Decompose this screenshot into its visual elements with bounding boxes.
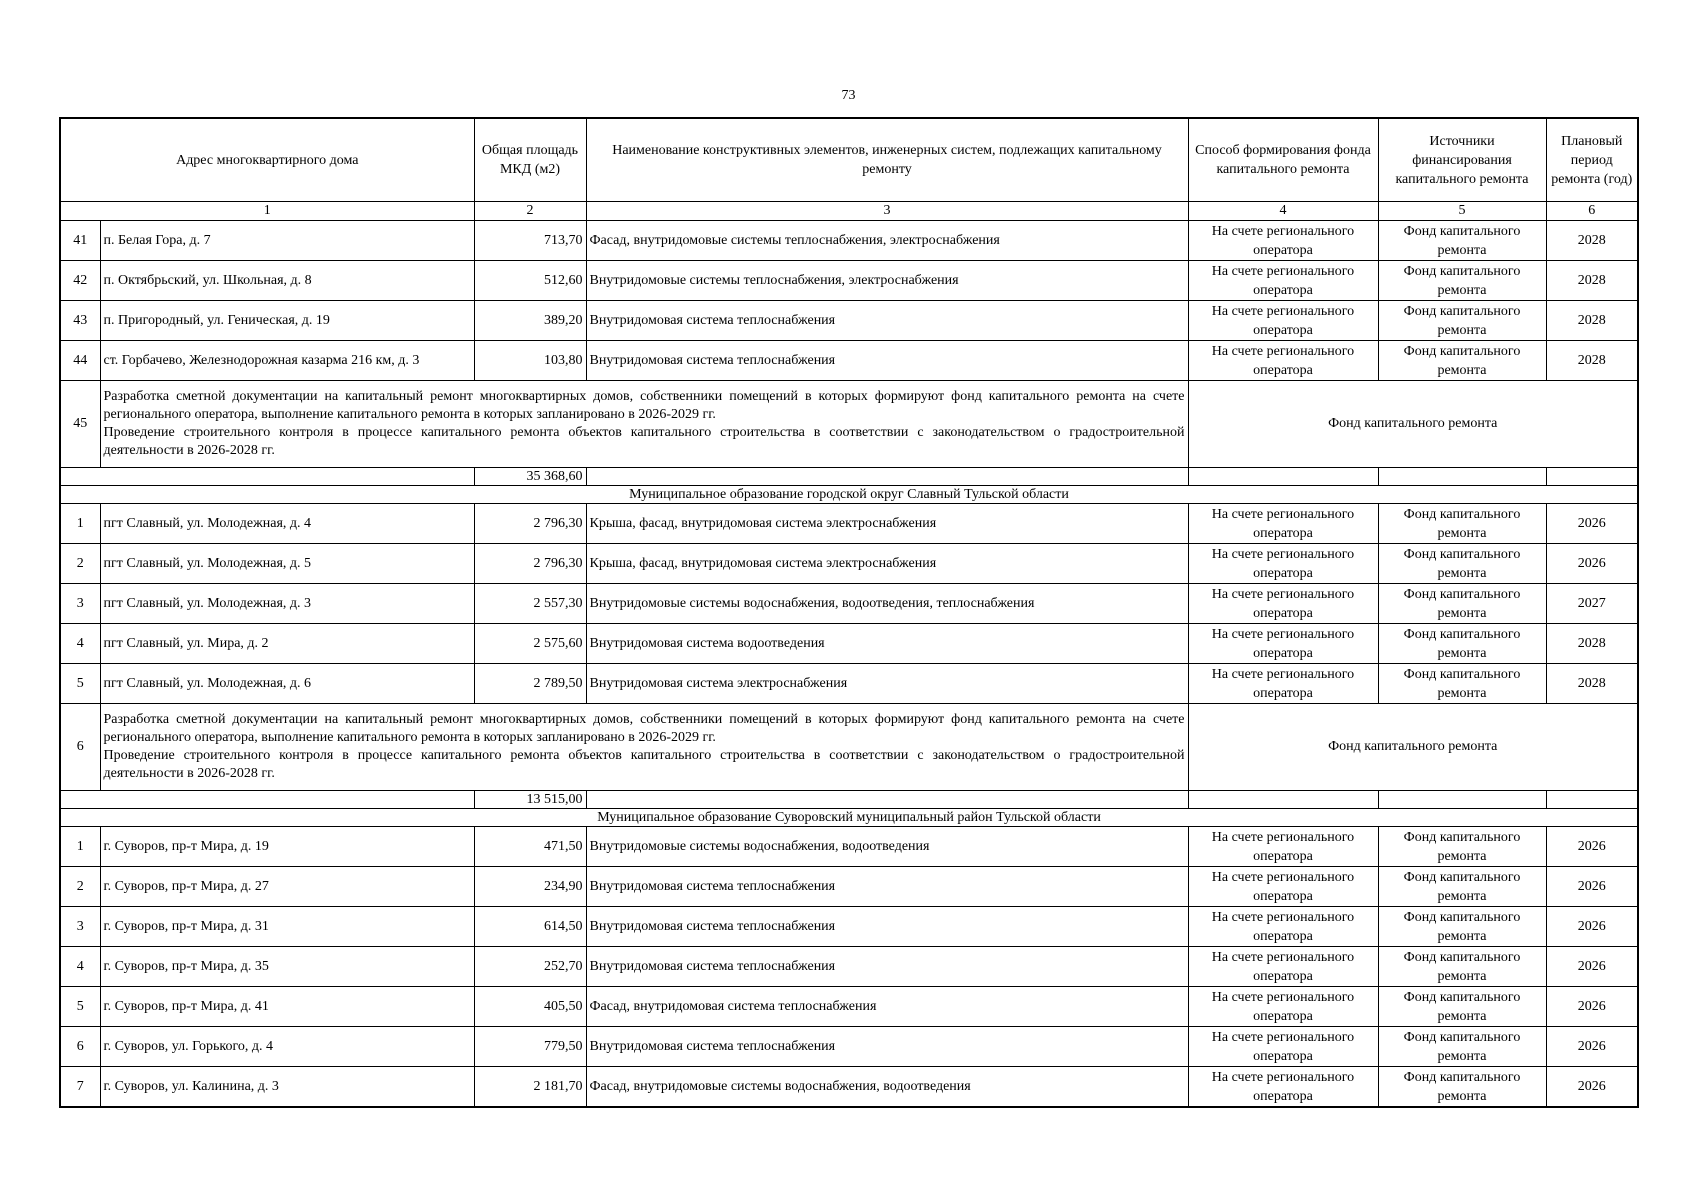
table-body	[60, 221, 1638, 1108]
row-number: 4	[60, 624, 100, 664]
financing-cell: Фонд капитального ремонта	[1378, 261, 1546, 301]
row-number: 4	[60, 947, 100, 987]
address-cell: пгт Славный, ул. Молодежная, д. 6	[100, 664, 474, 704]
row-number: 6	[60, 1027, 100, 1067]
financing-cell: Фонд капитального ремонта	[1378, 947, 1546, 987]
address-cell: п. Октябрьский, ул. Школьная, д. 8	[100, 261, 474, 301]
row-number: 1	[60, 827, 100, 867]
fund-method-cell: На счете регионального оператора	[1188, 584, 1378, 624]
elements-cell: Внутридомовая система водоотведения	[586, 624, 1188, 664]
column-number: 5	[1378, 202, 1546, 221]
empty-cell	[1546, 791, 1638, 809]
financing-cell: Фонд капитального ремонта	[1378, 544, 1546, 584]
period-cell: 2026	[1546, 1027, 1638, 1067]
elements-cell: Внутридомовая система теплоснабжения	[586, 1027, 1188, 1067]
header-elements: Наименование конструктивных элементов, инженерных систем, подлежащих капитальному ремонту	[586, 118, 1188, 202]
column-number: 3	[586, 202, 1188, 221]
table-row	[60, 867, 1638, 907]
column-number: 2	[474, 202, 586, 221]
fund-method-cell: На счете регионального оператора	[1188, 624, 1378, 664]
fund-method-cell: На счете регионального оператора	[1188, 1027, 1378, 1067]
address-cell: пгт Славный, ул. Мира, д. 2	[100, 624, 474, 664]
financing-cell: Фонд капитального ремонта	[1188, 381, 1638, 468]
fund-method-cell: На счете регионального оператора	[1188, 261, 1378, 301]
table-row	[60, 221, 1638, 261]
table-row	[60, 341, 1638, 381]
period-cell: 2028	[1546, 301, 1638, 341]
total-row	[60, 468, 1638, 486]
table-row	[60, 987, 1638, 1027]
row-number: 3	[60, 584, 100, 624]
total-area-cell: 35 368,60	[474, 468, 586, 486]
area-cell: 2 789,50	[474, 664, 586, 704]
area-cell: 471,50	[474, 827, 586, 867]
address-cell: пгт Славный, ул. Молодежная, д. 3	[100, 584, 474, 624]
table-row	[60, 504, 1638, 544]
elements-cell: Крыша, фасад, внутридомовая система электроснабжения	[586, 504, 1188, 544]
design-documentation-paragraph: Разработка сметной документации на капитальный ремонт многоквартирных домов, собственники помещений в которых формируют фонд капитального ремонта на счете регионального оператора, выполнение капитального ремонта в которых запланировано в 2026-2029 гг.	[103, 712, 1185, 745]
row-number: 42	[60, 261, 100, 301]
table-row	[60, 1067, 1638, 1108]
construction-control-paragraph: Проведение строительного контроля в процессе капитального ремонта объектов капитального строительства в соответствии с законодательством о градостроительной деятельности в 2026-2028 гг.	[103, 748, 1185, 781]
fund-method-cell: На счете регионального оператора	[1188, 867, 1378, 907]
financing-cell: Фонд капитального ремонта	[1378, 907, 1546, 947]
row-number: 3	[60, 907, 100, 947]
address-cell: г. Суворов, пр-т Мира, д. 31	[100, 907, 474, 947]
elements-cell: Внутридомовые системы водоснабжения, водоотведения, теплоснабжения	[586, 584, 1188, 624]
column-number: 1	[60, 202, 474, 221]
municipality-title: Муниципальное образование городской округ Славный Тульской области	[60, 486, 1638, 504]
address-cell: г. Суворов, ул. Калинина, д. 3	[100, 1067, 474, 1108]
empty-cell	[1188, 468, 1378, 486]
empty-cell	[60, 791, 474, 809]
period-cell: 2026	[1546, 544, 1638, 584]
header-financing: Источники финансирования капитального ремонта	[1378, 118, 1546, 202]
empty-cell	[1188, 791, 1378, 809]
fund-method-cell: На счете регионального оператора	[1188, 947, 1378, 987]
address-cell: пгт Славный, ул. Молодежная, д. 4	[100, 504, 474, 544]
financing-cell: Фонд капитального ремонта	[1188, 704, 1638, 791]
elements-cell: Внутридомовые системы теплоснабжения, электроснабжения	[586, 261, 1188, 301]
row-number: 5	[60, 987, 100, 1027]
area-cell: 2 796,30	[474, 544, 586, 584]
area-cell: 405,50	[474, 987, 586, 1027]
area-cell: 389,20	[474, 301, 586, 341]
financing-cell: Фонд капитального ремонта	[1378, 341, 1546, 381]
table-row	[60, 624, 1638, 664]
table-row	[60, 544, 1638, 584]
column-number-row	[60, 202, 1638, 221]
empty-cell	[1378, 791, 1546, 809]
column-number: 4	[1188, 202, 1378, 221]
empty-cell	[586, 468, 1188, 486]
fund-method-cell: На счете регионального оператора	[1188, 341, 1378, 381]
period-cell: 2026	[1546, 1067, 1638, 1108]
row-number: 41	[60, 221, 100, 261]
financing-cell: Фонд капитального ремонта	[1378, 584, 1546, 624]
header-address: Адрес многоквартирного дома	[60, 118, 474, 202]
area-cell: 713,70	[474, 221, 586, 261]
period-cell: 2028	[1546, 261, 1638, 301]
header-period: Плановый период ремонта (год)	[1546, 118, 1638, 202]
elements-cell: Внутридомовая система теплоснабжения	[586, 947, 1188, 987]
empty-cell	[1546, 468, 1638, 486]
address-cell: г. Суворов, пр-т Мира, д. 41	[100, 987, 474, 1027]
elements-cell: Внутридомовая система теплоснабжения	[586, 907, 1188, 947]
municipality-section-row	[60, 486, 1638, 504]
capital-repair-table	[59, 117, 1639, 1108]
column-number: 6	[1546, 202, 1638, 221]
elements-cell: Внутридомовая система электроснабжения	[586, 664, 1188, 704]
page-number: 73	[841, 88, 856, 103]
row-number: 44	[60, 341, 100, 381]
table-row	[60, 584, 1638, 624]
period-cell: 2028	[1546, 664, 1638, 704]
period-cell: 2026	[1546, 867, 1638, 907]
period-cell: 2026	[1546, 827, 1638, 867]
fund-method-cell: На счете регионального оператора	[1188, 907, 1378, 947]
design-documentation-text	[100, 704, 1188, 791]
period-cell: 2028	[1546, 624, 1638, 664]
fund-method-cell: На счете регионального оператора	[1188, 827, 1378, 867]
table-row	[60, 261, 1638, 301]
financing-cell: Фонд капитального ремонта	[1378, 624, 1546, 664]
empty-cell	[60, 468, 474, 486]
elements-cell: Внутридомовые системы водоснабжения, водоотведения	[586, 827, 1188, 867]
elements-cell: Внутридомовая система теплоснабжения	[586, 301, 1188, 341]
table-row	[60, 664, 1638, 704]
financing-cell: Фонд капитального ремонта	[1378, 987, 1546, 1027]
period-cell: 2026	[1546, 947, 1638, 987]
row-number: 7	[60, 1067, 100, 1108]
address-cell: п. Белая Гора, д. 7	[100, 221, 474, 261]
fund-method-cell: На счете регионального оператора	[1188, 221, 1378, 261]
row-number: 2	[60, 544, 100, 584]
elements-cell: Фасад, внутридомовые системы водоснабжения, водоотведения	[586, 1067, 1188, 1108]
design-documentation-paragraph: Разработка сметной документации на капитальный ремонт многоквартирных домов, собственники помещений в которых формируют фонд капитального ремонта на счете регионального оператора, выполнение капитального ремонта в которых запланировано в 2026-2029 гг.	[103, 389, 1185, 422]
row-number: 5	[60, 664, 100, 704]
table-row	[60, 301, 1638, 341]
address-cell: п. Пригородный, ул. Геническая, д. 19	[100, 301, 474, 341]
row-number: 2	[60, 867, 100, 907]
elements-cell: Внутридомовая система теплоснабжения	[586, 341, 1188, 381]
area-cell: 779,50	[474, 1027, 586, 1067]
fund-method-cell: На счете регионального оператора	[1188, 987, 1378, 1027]
area-cell: 252,70	[474, 947, 586, 987]
address-cell: пгт Славный, ул. Молодежная, д. 5	[100, 544, 474, 584]
period-cell: 2026	[1546, 504, 1638, 544]
area-cell: 2 181,70	[474, 1067, 586, 1108]
total-row	[60, 791, 1638, 809]
fund-method-cell: На счете регионального оператора	[1188, 544, 1378, 584]
row-number: 6	[60, 704, 100, 791]
financing-cell: Фонд капитального ремонта	[1378, 1067, 1546, 1108]
table-row	[60, 1027, 1638, 1067]
address-cell: г. Суворов, пр-т Мира, д. 27	[100, 867, 474, 907]
empty-cell	[586, 791, 1188, 809]
financing-cell: Фонд капитального ремонта	[1378, 827, 1546, 867]
design-documentation-row	[60, 381, 1638, 468]
area-cell: 2 796,30	[474, 504, 586, 544]
period-cell: 2028	[1546, 341, 1638, 381]
empty-cell	[1378, 468, 1546, 486]
financing-cell: Фонд капитального ремонта	[1378, 664, 1546, 704]
address-cell: г. Суворов, ул. Горького, д. 4	[100, 1027, 474, 1067]
area-cell: 103,80	[474, 341, 586, 381]
row-number: 45	[60, 381, 100, 468]
financing-cell: Фонд капитального ремонта	[1378, 301, 1546, 341]
period-cell: 2026	[1546, 987, 1638, 1027]
municipality-title: Муниципальное образование Суворовский муниципальный район Тульской области	[60, 809, 1638, 827]
table-header-row	[60, 118, 1638, 202]
area-cell: 614,50	[474, 907, 586, 947]
table-row	[60, 907, 1638, 947]
address-cell: г. Суворов, пр-т Мира, д. 19	[100, 827, 474, 867]
elements-cell: Крыша, фасад, внутридомовая система электроснабжения	[586, 544, 1188, 584]
elements-cell: Фасад, внутридомовые системы теплоснабжения, электроснабжения	[586, 221, 1188, 261]
financing-cell: Фонд капитального ремонта	[1378, 1027, 1546, 1067]
period-cell: 2027	[1546, 584, 1638, 624]
design-documentation-text	[100, 381, 1188, 468]
fund-method-cell: На счете регионального оператора	[1188, 301, 1378, 341]
address-cell: ст. Горбачево, Железнодорожная казарма 216 км, д. 3	[100, 341, 474, 381]
table-row	[60, 827, 1638, 867]
design-documentation-row	[60, 704, 1638, 791]
financing-cell: Фонд капитального ремонта	[1378, 867, 1546, 907]
fund-method-cell: На счете регионального оператора	[1188, 664, 1378, 704]
row-number: 1	[60, 504, 100, 544]
address-cell: г. Суворов, пр-т Мира, д. 35	[100, 947, 474, 987]
financing-cell: Фонд капитального ремонта	[1378, 221, 1546, 261]
fund-method-cell: На счете регионального оператора	[1188, 504, 1378, 544]
total-area-cell: 13 515,00	[474, 791, 586, 809]
fund-method-cell: На счете регионального оператора	[1188, 1067, 1378, 1108]
construction-control-paragraph: Проведение строительного контроля в процессе капитального ремонта объектов капитального строительства в соответствии с законодательством о градостроительной деятельности в 2026-2028 гг.	[103, 425, 1185, 458]
period-cell: 2028	[1546, 221, 1638, 261]
row-number: 43	[60, 301, 100, 341]
area-cell: 512,60	[474, 261, 586, 301]
area-cell: 2 575,60	[474, 624, 586, 664]
period-cell: 2026	[1546, 907, 1638, 947]
elements-cell: Фасад, внутридомовая система теплоснабжения	[586, 987, 1188, 1027]
municipality-section-row	[60, 809, 1638, 827]
financing-cell: Фонд капитального ремонта	[1378, 504, 1546, 544]
header-fund-method: Способ формирования фонда капитального ремонта	[1188, 118, 1378, 202]
area-cell: 234,90	[474, 867, 586, 907]
table-row	[60, 947, 1638, 987]
elements-cell: Внутридомовая система теплоснабжения	[586, 867, 1188, 907]
header-area: Общая площадь МКД (м2)	[474, 118, 586, 202]
area-cell: 2 557,30	[474, 584, 586, 624]
